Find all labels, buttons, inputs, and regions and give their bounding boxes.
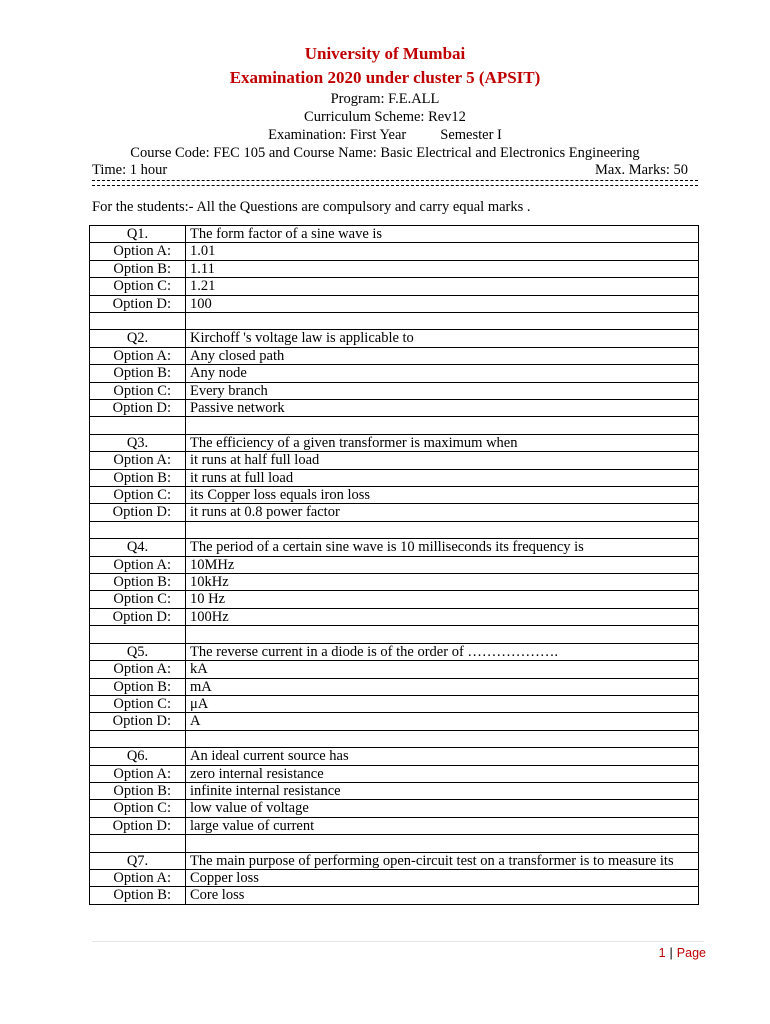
option-text: mA	[186, 678, 699, 695]
option-label: Option A:	[90, 869, 186, 886]
time-marks-line	[92, 161, 698, 179]
option-text: 10 Hz	[186, 591, 699, 608]
option-text: zero internal resistance	[186, 765, 699, 782]
spacer-row	[90, 730, 699, 747]
examination-label: Examination: First Year	[268, 127, 407, 143]
footer-divider: |	[669, 946, 673, 960]
time-label: Time: 1 hour	[92, 162, 168, 178]
question-text: The reverse current in a diode is of the order of ……………….	[186, 643, 699, 660]
option-label: Option B:	[90, 260, 186, 277]
option-row	[90, 869, 699, 886]
question-number: Q6.	[90, 748, 186, 765]
examination-line	[0, 126, 770, 144]
option-row	[90, 278, 699, 295]
option-text: Copper loss	[186, 869, 699, 886]
option-label: Option C:	[90, 382, 186, 399]
option-row	[90, 817, 699, 834]
option-row	[90, 295, 699, 312]
option-label: Option C:	[90, 695, 186, 712]
option-row	[90, 243, 699, 260]
spacer-cell	[186, 417, 699, 434]
spacer-cell	[186, 626, 699, 643]
page-number: 1	[658, 946, 666, 960]
option-row	[90, 765, 699, 782]
option-text: low value of voltage	[186, 800, 699, 817]
examination-title: Examination 2020 under cluster 5 (APSIT)	[229, 68, 541, 87]
option-row	[90, 713, 699, 730]
spacer-row	[90, 626, 699, 643]
max-marks-label: Max. Marks: 50	[594, 162, 688, 178]
option-row	[90, 608, 699, 625]
question-text: The form factor of a sine wave is	[186, 226, 699, 243]
option-row	[90, 695, 699, 712]
option-text: it runs at full load	[186, 469, 699, 486]
question-row	[90, 852, 699, 869]
option-label: Option B:	[90, 887, 186, 904]
option-label: Option C:	[90, 278, 186, 295]
spacer-cell	[90, 313, 186, 330]
option-text: 10kHz	[186, 574, 699, 591]
option-text: 100Hz	[186, 608, 699, 625]
spacer-row	[90, 313, 699, 330]
question-row	[90, 226, 699, 243]
question-row	[90, 434, 699, 451]
spacer-cell	[186, 313, 699, 330]
option-text: 10MHz	[186, 556, 699, 573]
question-number: Q2.	[90, 330, 186, 347]
option-row	[90, 347, 699, 364]
option-row	[90, 782, 699, 799]
semester-label: Semester I	[440, 127, 502, 143]
question-text: The period of a certain sine wave is 10 milliseconds its frequency is	[186, 539, 699, 556]
option-label: Option D:	[90, 400, 186, 417]
option-text: A	[186, 713, 699, 730]
option-label: Option B:	[90, 574, 186, 591]
option-row	[90, 382, 699, 399]
option-label: Option C:	[90, 800, 186, 817]
option-text: 100	[186, 295, 699, 312]
spacer-cell	[90, 521, 186, 538]
question-number: Q3.	[90, 434, 186, 451]
spacer-cell	[186, 835, 699, 852]
option-row	[90, 661, 699, 678]
option-label: Option B:	[90, 782, 186, 799]
option-row	[90, 574, 699, 591]
page-footer	[659, 946, 706, 960]
program-line: Program: F.E.ALL	[330, 91, 440, 107]
option-label: Option B:	[90, 469, 186, 486]
option-text: kA	[186, 661, 699, 678]
question-number: Q5.	[90, 643, 186, 660]
footer-rule	[92, 941, 704, 942]
option-label: Option A:	[90, 556, 186, 573]
questions-table	[89, 225, 699, 905]
spacer-row	[90, 417, 699, 434]
option-row	[90, 469, 699, 486]
option-row	[90, 400, 699, 417]
spacer-row	[90, 835, 699, 852]
question-text: The efficiency of a given transformer is maximum when	[186, 434, 699, 451]
question-number: Q4.	[90, 539, 186, 556]
option-text: it runs at half full load	[186, 452, 699, 469]
spacer-cell	[90, 835, 186, 852]
option-text: infinite internal resistance	[186, 782, 699, 799]
option-label: Option B:	[90, 365, 186, 382]
question-number: Q1.	[90, 226, 186, 243]
spacer-row	[90, 521, 699, 538]
spacer-cell	[186, 521, 699, 538]
spacer-cell	[186, 730, 699, 747]
option-row	[90, 504, 699, 521]
option-text: μA	[186, 695, 699, 712]
option-label: Option D:	[90, 608, 186, 625]
page-label: Page	[676, 946, 706, 960]
option-label: Option A:	[90, 452, 186, 469]
option-row	[90, 591, 699, 608]
question-row	[90, 643, 699, 660]
option-row	[90, 887, 699, 904]
spacer-cell	[90, 417, 186, 434]
option-text: Core loss	[186, 887, 699, 904]
option-label: Option A:	[90, 661, 186, 678]
option-text: its Copper loss equals iron loss	[186, 487, 699, 504]
question-row	[90, 539, 699, 556]
question-text: Kirchoff 's voltage law is applicable to	[186, 330, 699, 347]
option-row	[90, 365, 699, 382]
question-row	[90, 748, 699, 765]
university-title: University of Mumbai	[304, 44, 466, 63]
question-text: An ideal current source has	[186, 748, 699, 765]
option-label: Option C:	[90, 591, 186, 608]
option-text: Passive network	[186, 400, 699, 417]
option-row	[90, 800, 699, 817]
spacer-cell	[90, 730, 186, 747]
option-row	[90, 556, 699, 573]
option-label: Option D:	[90, 295, 186, 312]
option-text: Any closed path	[186, 347, 699, 364]
option-text: 1.21	[186, 278, 699, 295]
option-label: Option A:	[90, 347, 186, 364]
option-row	[90, 678, 699, 695]
option-text: it runs at 0.8 power factor	[186, 504, 699, 521]
option-text: 1.11	[186, 260, 699, 277]
option-label: Option C:	[90, 487, 186, 504]
course-line: Course Code: FEC 105 and Course Name: Basic Electrical and Electronics Engineering	[130, 145, 640, 161]
option-text: large value of current	[186, 817, 699, 834]
option-row	[90, 452, 699, 469]
option-row	[90, 487, 699, 504]
curriculum-scheme-line: Curriculum Scheme: Rev12	[304, 109, 466, 125]
separator-line-lower	[92, 185, 698, 186]
option-text: 1.01	[186, 243, 699, 260]
option-label: Option B:	[90, 678, 186, 695]
instructions-text: For the students:- All the Questions are compulsory and carry equal marks .	[92, 199, 531, 215]
question-text: The main purpose of performing open-circuit test on a transformer is to measure its	[186, 852, 699, 869]
spacer-cell	[90, 626, 186, 643]
option-label: Option A:	[90, 243, 186, 260]
question-row	[90, 330, 699, 347]
option-row	[90, 260, 699, 277]
question-number: Q7.	[90, 852, 186, 869]
option-label: Option A:	[90, 765, 186, 782]
option-label: Option D:	[90, 817, 186, 834]
option-label: Option D:	[90, 504, 186, 521]
option-text: Any node	[186, 365, 699, 382]
option-label: Option D:	[90, 713, 186, 730]
separator-line	[92, 180, 698, 181]
option-text: Every branch	[186, 382, 699, 399]
